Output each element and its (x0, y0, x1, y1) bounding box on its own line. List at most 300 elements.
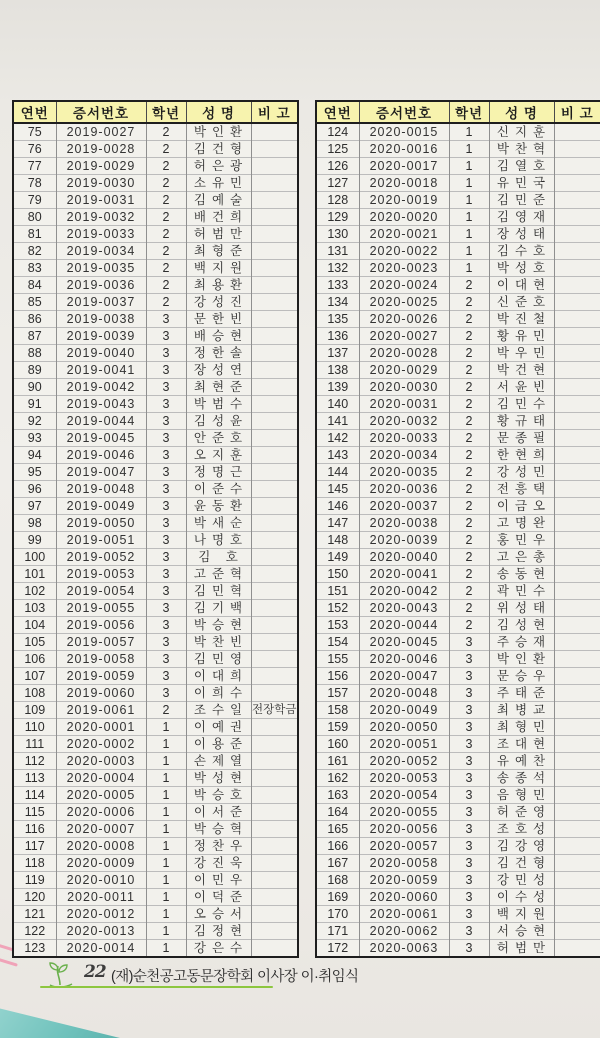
table-row (316, 277, 600, 294)
table-row (13, 260, 298, 277)
remark-cell (554, 906, 600, 923)
remark-cell (251, 345, 298, 362)
serial-cell: 125 (316, 141, 359, 158)
remark-cell (554, 821, 600, 838)
cert-no-cell: 2020-0043 (359, 600, 449, 617)
grade-cell: 2 (146, 209, 186, 226)
serial-cell: 119 (13, 872, 56, 889)
serial-cell: 142 (316, 430, 359, 447)
remark-cell (554, 311, 600, 328)
cert-no-cell: 2020-0060 (359, 889, 449, 906)
serial-cell: 106 (13, 651, 56, 668)
grade-cell: 1 (146, 804, 186, 821)
header-row (316, 101, 600, 123)
name-cell: 박새순 (186, 515, 251, 532)
cert-no-cell: 2020-0001 (56, 719, 146, 736)
grade-cell: 3 (146, 430, 186, 447)
grade-cell: 2 (146, 277, 186, 294)
serial-cell: 168 (316, 872, 359, 889)
serial-cell: 100 (13, 549, 56, 566)
table-row (13, 617, 298, 634)
grade-cell: 1 (449, 226, 489, 243)
table-row (316, 209, 600, 226)
grade-cell: 1 (146, 940, 186, 958)
serial-cell: 154 (316, 634, 359, 651)
column-header: 연번 (316, 101, 359, 123)
remark-cell (251, 719, 298, 736)
serial-cell: 143 (316, 447, 359, 464)
name-cell: 박찬빈 (186, 634, 251, 651)
grade-cell: 2 (449, 379, 489, 396)
table-row (316, 260, 600, 277)
serial-cell: 77 (13, 158, 56, 175)
remark-cell (251, 447, 298, 464)
remark-cell (554, 617, 600, 634)
remark-cell (554, 634, 600, 651)
table-row (316, 498, 600, 515)
serial-cell: 163 (316, 787, 359, 804)
serial-cell: 131 (316, 243, 359, 260)
grade-cell: 1 (146, 855, 186, 872)
cert-no-cell: 2019-0048 (56, 481, 146, 498)
cert-no-cell: 2019-0033 (56, 226, 146, 243)
cert-no-cell: 2020-0023 (359, 260, 449, 277)
table-row (13, 498, 298, 515)
cert-no-cell: 2020-0028 (359, 345, 449, 362)
page-number: 22 (84, 962, 106, 982)
grade-cell: 2 (449, 481, 489, 498)
serial-cell: 92 (13, 413, 56, 430)
name-cell: 유예찬 (489, 753, 554, 770)
serial-cell: 129 (316, 209, 359, 226)
cert-no-cell: 2019-0057 (56, 634, 146, 651)
column-header: 성 명 (186, 101, 251, 123)
remark-cell (554, 277, 600, 294)
table-row (13, 906, 298, 923)
cert-no-cell: 2019-0034 (56, 243, 146, 260)
serial-cell: 145 (316, 481, 359, 498)
grade-cell: 2 (449, 413, 489, 430)
serial-cell: 111 (13, 736, 56, 753)
name-cell: 강성진 (186, 294, 251, 311)
table-row (316, 464, 600, 481)
serial-cell: 126 (316, 158, 359, 175)
cert-no-cell: 2020-0017 (359, 158, 449, 175)
cert-no-cell: 2019-0060 (56, 685, 146, 702)
grade-cell: 1 (146, 719, 186, 736)
table-row (316, 600, 600, 617)
footer-title: (재)순천공고동문장학회 이사장 이·취임식 (111, 969, 359, 985)
cert-no-cell: 2019-0046 (56, 447, 146, 464)
serial-cell: 84 (13, 277, 56, 294)
remark-cell (251, 906, 298, 923)
cert-no-cell: 2020-0034 (359, 447, 449, 464)
grade-cell: 2 (146, 243, 186, 260)
serial-cell: 114 (13, 787, 56, 804)
remark-cell (251, 685, 298, 702)
grade-cell: 3 (146, 566, 186, 583)
serial-cell: 147 (316, 515, 359, 532)
remark-cell: 전장학금 (251, 702, 298, 719)
remark-cell (251, 294, 298, 311)
name-cell: 조호성 (489, 821, 554, 838)
column-header: 연번 (13, 101, 56, 123)
cert-no-cell: 2020-0056 (359, 821, 449, 838)
grade-cell: 1 (449, 260, 489, 277)
name-cell: 박성현 (186, 770, 251, 787)
cert-no-cell: 2020-0038 (359, 515, 449, 532)
cert-no-cell: 2019-0055 (56, 600, 146, 617)
cert-no-cell: 2020-0040 (359, 549, 449, 566)
cert-no-cell: 2019-0059 (56, 668, 146, 685)
name-cell: 신지훈 (489, 123, 554, 141)
serial-cell: 157 (316, 685, 359, 702)
grade-cell: 1 (449, 158, 489, 175)
cert-no-cell: 2019-0052 (56, 549, 146, 566)
name-cell: 김예술 (186, 192, 251, 209)
grade-cell: 3 (146, 668, 186, 685)
name-cell: 문한빈 (186, 311, 251, 328)
grade-cell: 2 (449, 277, 489, 294)
grade-cell: 1 (449, 141, 489, 158)
remark-cell (554, 430, 600, 447)
cert-no-cell: 2019-0040 (56, 345, 146, 362)
remark-cell (554, 787, 600, 804)
serial-cell: 88 (13, 345, 56, 362)
remark-cell (251, 889, 298, 906)
remark-cell (251, 872, 298, 889)
table-row (316, 617, 600, 634)
table-row (316, 413, 600, 430)
cert-no-cell: 2020-0048 (359, 685, 449, 702)
remark-cell (251, 838, 298, 855)
remark-cell (251, 243, 298, 260)
name-cell: 김성윤 (186, 413, 251, 430)
cert-no-cell: 2020-0020 (359, 209, 449, 226)
column-header: 성 명 (489, 101, 554, 123)
serial-cell: 101 (13, 566, 56, 583)
table-row (316, 855, 600, 872)
name-cell: 조대현 (489, 736, 554, 753)
serial-cell: 138 (316, 362, 359, 379)
remark-cell (554, 804, 600, 821)
grade-cell: 1 (449, 243, 489, 260)
name-cell: 김성현 (489, 617, 554, 634)
grade-cell: 3 (449, 634, 489, 651)
name-cell: 윤동환 (186, 498, 251, 515)
remark-cell (251, 549, 298, 566)
serial-cell: 79 (13, 192, 56, 209)
table-row (316, 685, 600, 702)
table-row (316, 515, 600, 532)
table-row (13, 685, 298, 702)
table-row (13, 413, 298, 430)
name-cell: 정명근 (186, 464, 251, 481)
cert-no-cell: 2020-0019 (359, 192, 449, 209)
serial-cell: 139 (316, 379, 359, 396)
serial-cell: 169 (316, 889, 359, 906)
grade-cell: 2 (449, 532, 489, 549)
serial-cell: 133 (316, 277, 359, 294)
cert-no-cell: 2020-0033 (359, 430, 449, 447)
cert-no-cell: 2020-0061 (359, 906, 449, 923)
name-cell: 김민영 (186, 651, 251, 668)
grade-cell: 2 (449, 566, 489, 583)
remark-cell (554, 685, 600, 702)
cert-no-cell: 2020-0051 (359, 736, 449, 753)
serial-cell: 148 (316, 532, 359, 549)
table-row (316, 447, 600, 464)
table-row (316, 906, 600, 923)
serial-cell: 78 (13, 175, 56, 192)
table-row (13, 651, 298, 668)
remark-cell (251, 192, 298, 209)
remark-cell (251, 328, 298, 345)
grade-cell: 2 (449, 549, 489, 566)
remark-cell (554, 923, 600, 940)
table-row (316, 668, 600, 685)
name-cell: 김건형 (489, 855, 554, 872)
table-row (316, 158, 600, 175)
table-row (316, 770, 600, 787)
table-row (316, 753, 600, 770)
table-row (13, 396, 298, 413)
table-row (316, 311, 600, 328)
grade-cell: 3 (146, 379, 186, 396)
serial-cell: 130 (316, 226, 359, 243)
remark-cell (554, 583, 600, 600)
name-cell: 이준수 (186, 481, 251, 498)
name-cell: 최형준 (186, 243, 251, 260)
serial-cell: 103 (13, 600, 56, 617)
grade-cell: 3 (449, 804, 489, 821)
remark-cell (251, 277, 298, 294)
remark-cell (554, 226, 600, 243)
serial-cell: 89 (13, 362, 56, 379)
cert-no-cell: 2019-0058 (56, 651, 146, 668)
serial-cell: 122 (13, 923, 56, 940)
grade-cell: 3 (146, 345, 186, 362)
grade-cell: 1 (146, 906, 186, 923)
cert-no-cell: 2020-0057 (359, 838, 449, 855)
serial-cell: 153 (316, 617, 359, 634)
remark-cell (554, 175, 600, 192)
remark-cell (251, 787, 298, 804)
name-cell: 박성호 (489, 260, 554, 277)
table-row (13, 736, 298, 753)
name-cell: 최용환 (186, 277, 251, 294)
remark-cell (251, 226, 298, 243)
name-cell: 문종필 (489, 430, 554, 447)
grade-cell: 3 (449, 906, 489, 923)
cert-no-cell: 2020-0044 (359, 617, 449, 634)
remark-cell (251, 481, 298, 498)
name-cell: 허준영 (489, 804, 554, 821)
grade-cell: 2 (146, 192, 186, 209)
name-cell: 박인환 (489, 651, 554, 668)
serial-cell: 109 (13, 702, 56, 719)
remark-cell (554, 209, 600, 226)
serial-cell: 85 (13, 294, 56, 311)
remark-cell (554, 753, 600, 770)
remark-cell (251, 498, 298, 515)
grade-cell: 1 (146, 889, 186, 906)
cert-no-cell: 2020-0029 (359, 362, 449, 379)
remark-cell (251, 260, 298, 277)
grade-cell: 2 (449, 294, 489, 311)
remark-cell (554, 719, 600, 736)
name-cell: 허은광 (186, 158, 251, 175)
grade-cell: 3 (449, 940, 489, 958)
table-row (13, 192, 298, 209)
remark-cell (251, 617, 298, 634)
cert-no-cell: 2020-0027 (359, 328, 449, 345)
serial-cell: 97 (13, 498, 56, 515)
cert-no-cell: 2019-0054 (56, 583, 146, 600)
remark-cell (251, 651, 298, 668)
cert-no-cell: 2020-0024 (359, 277, 449, 294)
cert-no-cell: 2019-0038 (56, 311, 146, 328)
serial-cell: 132 (316, 260, 359, 277)
grade-cell: 3 (146, 685, 186, 702)
serial-cell: 151 (316, 583, 359, 600)
grade-cell: 2 (146, 702, 186, 719)
table-row (316, 787, 600, 804)
name-cell: 소유민 (186, 175, 251, 192)
cert-no-cell: 2020-0055 (359, 804, 449, 821)
roster-table-right-wrap (315, 100, 600, 958)
name-cell: 이서준 (186, 804, 251, 821)
column-header: 비 고 (554, 101, 600, 123)
name-cell: 김민수 (489, 396, 554, 413)
name-cell: 김 호 (186, 549, 251, 566)
name-cell: 오지훈 (186, 447, 251, 464)
name-cell: 김민혁 (186, 583, 251, 600)
name-cell: 김강영 (489, 838, 554, 855)
name-cell: 주태준 (489, 685, 554, 702)
name-cell: 고은총 (489, 549, 554, 566)
serial-cell: 136 (316, 328, 359, 345)
serial-cell: 90 (13, 379, 56, 396)
grade-cell: 2 (146, 158, 186, 175)
grade-cell: 1 (449, 123, 489, 141)
cert-no-cell: 2020-0059 (359, 872, 449, 889)
grade-cell: 3 (146, 396, 186, 413)
name-cell: 고준혁 (186, 566, 251, 583)
serial-cell: 149 (316, 549, 359, 566)
cert-no-cell: 2020-0031 (359, 396, 449, 413)
grade-cell: 1 (146, 838, 186, 855)
serial-cell: 105 (13, 634, 56, 651)
name-cell: 이금오 (489, 498, 554, 515)
serial-cell: 80 (13, 209, 56, 226)
name-cell: 최형민 (489, 719, 554, 736)
serial-cell: 172 (316, 940, 359, 958)
remark-cell (251, 396, 298, 413)
table-row (13, 872, 298, 889)
serial-cell: 83 (13, 260, 56, 277)
grade-cell: 2 (449, 464, 489, 481)
cert-no-cell: 2019-0061 (56, 702, 146, 719)
serial-cell: 87 (13, 328, 56, 345)
grade-cell: 3 (449, 651, 489, 668)
remark-cell (554, 447, 600, 464)
cert-no-cell: 2020-0013 (56, 923, 146, 940)
grade-cell: 3 (146, 413, 186, 430)
name-cell: 손제열 (186, 753, 251, 770)
table-row (316, 821, 600, 838)
name-cell: 박승호 (186, 787, 251, 804)
table-row (13, 753, 298, 770)
name-cell: 강민성 (489, 872, 554, 889)
remark-cell (554, 243, 600, 260)
remark-cell (554, 566, 600, 583)
table-row (13, 515, 298, 532)
cert-no-cell: 2019-0027 (56, 123, 146, 141)
cert-no-cell: 2019-0045 (56, 430, 146, 447)
cert-no-cell: 2020-0003 (56, 753, 146, 770)
table-row (316, 719, 600, 736)
cert-no-cell: 2019-0031 (56, 192, 146, 209)
table-row (316, 345, 600, 362)
serial-cell: 107 (13, 668, 56, 685)
cert-no-cell: 2020-0016 (359, 141, 449, 158)
serial-cell: 171 (316, 923, 359, 940)
table-row (316, 123, 600, 141)
serial-cell: 93 (13, 430, 56, 447)
remark-cell (554, 345, 600, 362)
grade-cell: 1 (146, 787, 186, 804)
grade-cell: 3 (449, 923, 489, 940)
serial-cell: 102 (13, 583, 56, 600)
name-cell: 서승현 (489, 923, 554, 940)
table-row (13, 702, 298, 719)
cert-no-cell: 2020-0035 (359, 464, 449, 481)
page-footer (0, 955, 600, 1015)
cert-no-cell: 2020-0062 (359, 923, 449, 940)
remark-cell (554, 600, 600, 617)
grade-cell: 3 (449, 872, 489, 889)
remark-cell (554, 481, 600, 498)
grade-cell: 3 (146, 549, 186, 566)
serial-cell: 170 (316, 906, 359, 923)
column-header: 학년 (146, 101, 186, 123)
grade-cell: 1 (449, 175, 489, 192)
remark-cell (251, 430, 298, 447)
table-row (316, 362, 600, 379)
table-row (13, 889, 298, 906)
name-cell: 이덕준 (186, 889, 251, 906)
name-cell: 오승서 (186, 906, 251, 923)
serial-cell: 86 (13, 311, 56, 328)
cert-no-cell: 2020-0047 (359, 668, 449, 685)
table-row (13, 481, 298, 498)
remark-cell (554, 770, 600, 787)
remark-cell (554, 855, 600, 872)
name-cell: 배승현 (186, 328, 251, 345)
remark-cell (554, 549, 600, 566)
remark-cell (251, 566, 298, 583)
remark-cell (251, 515, 298, 532)
name-cell: 이수성 (489, 889, 554, 906)
grade-cell: 2 (449, 498, 489, 515)
name-cell: 박찬혁 (489, 141, 554, 158)
serial-cell: 94 (13, 447, 56, 464)
remark-cell (251, 736, 298, 753)
serial-cell: 118 (13, 855, 56, 872)
cert-no-cell: 2019-0039 (56, 328, 146, 345)
name-cell: 송동현 (489, 566, 554, 583)
